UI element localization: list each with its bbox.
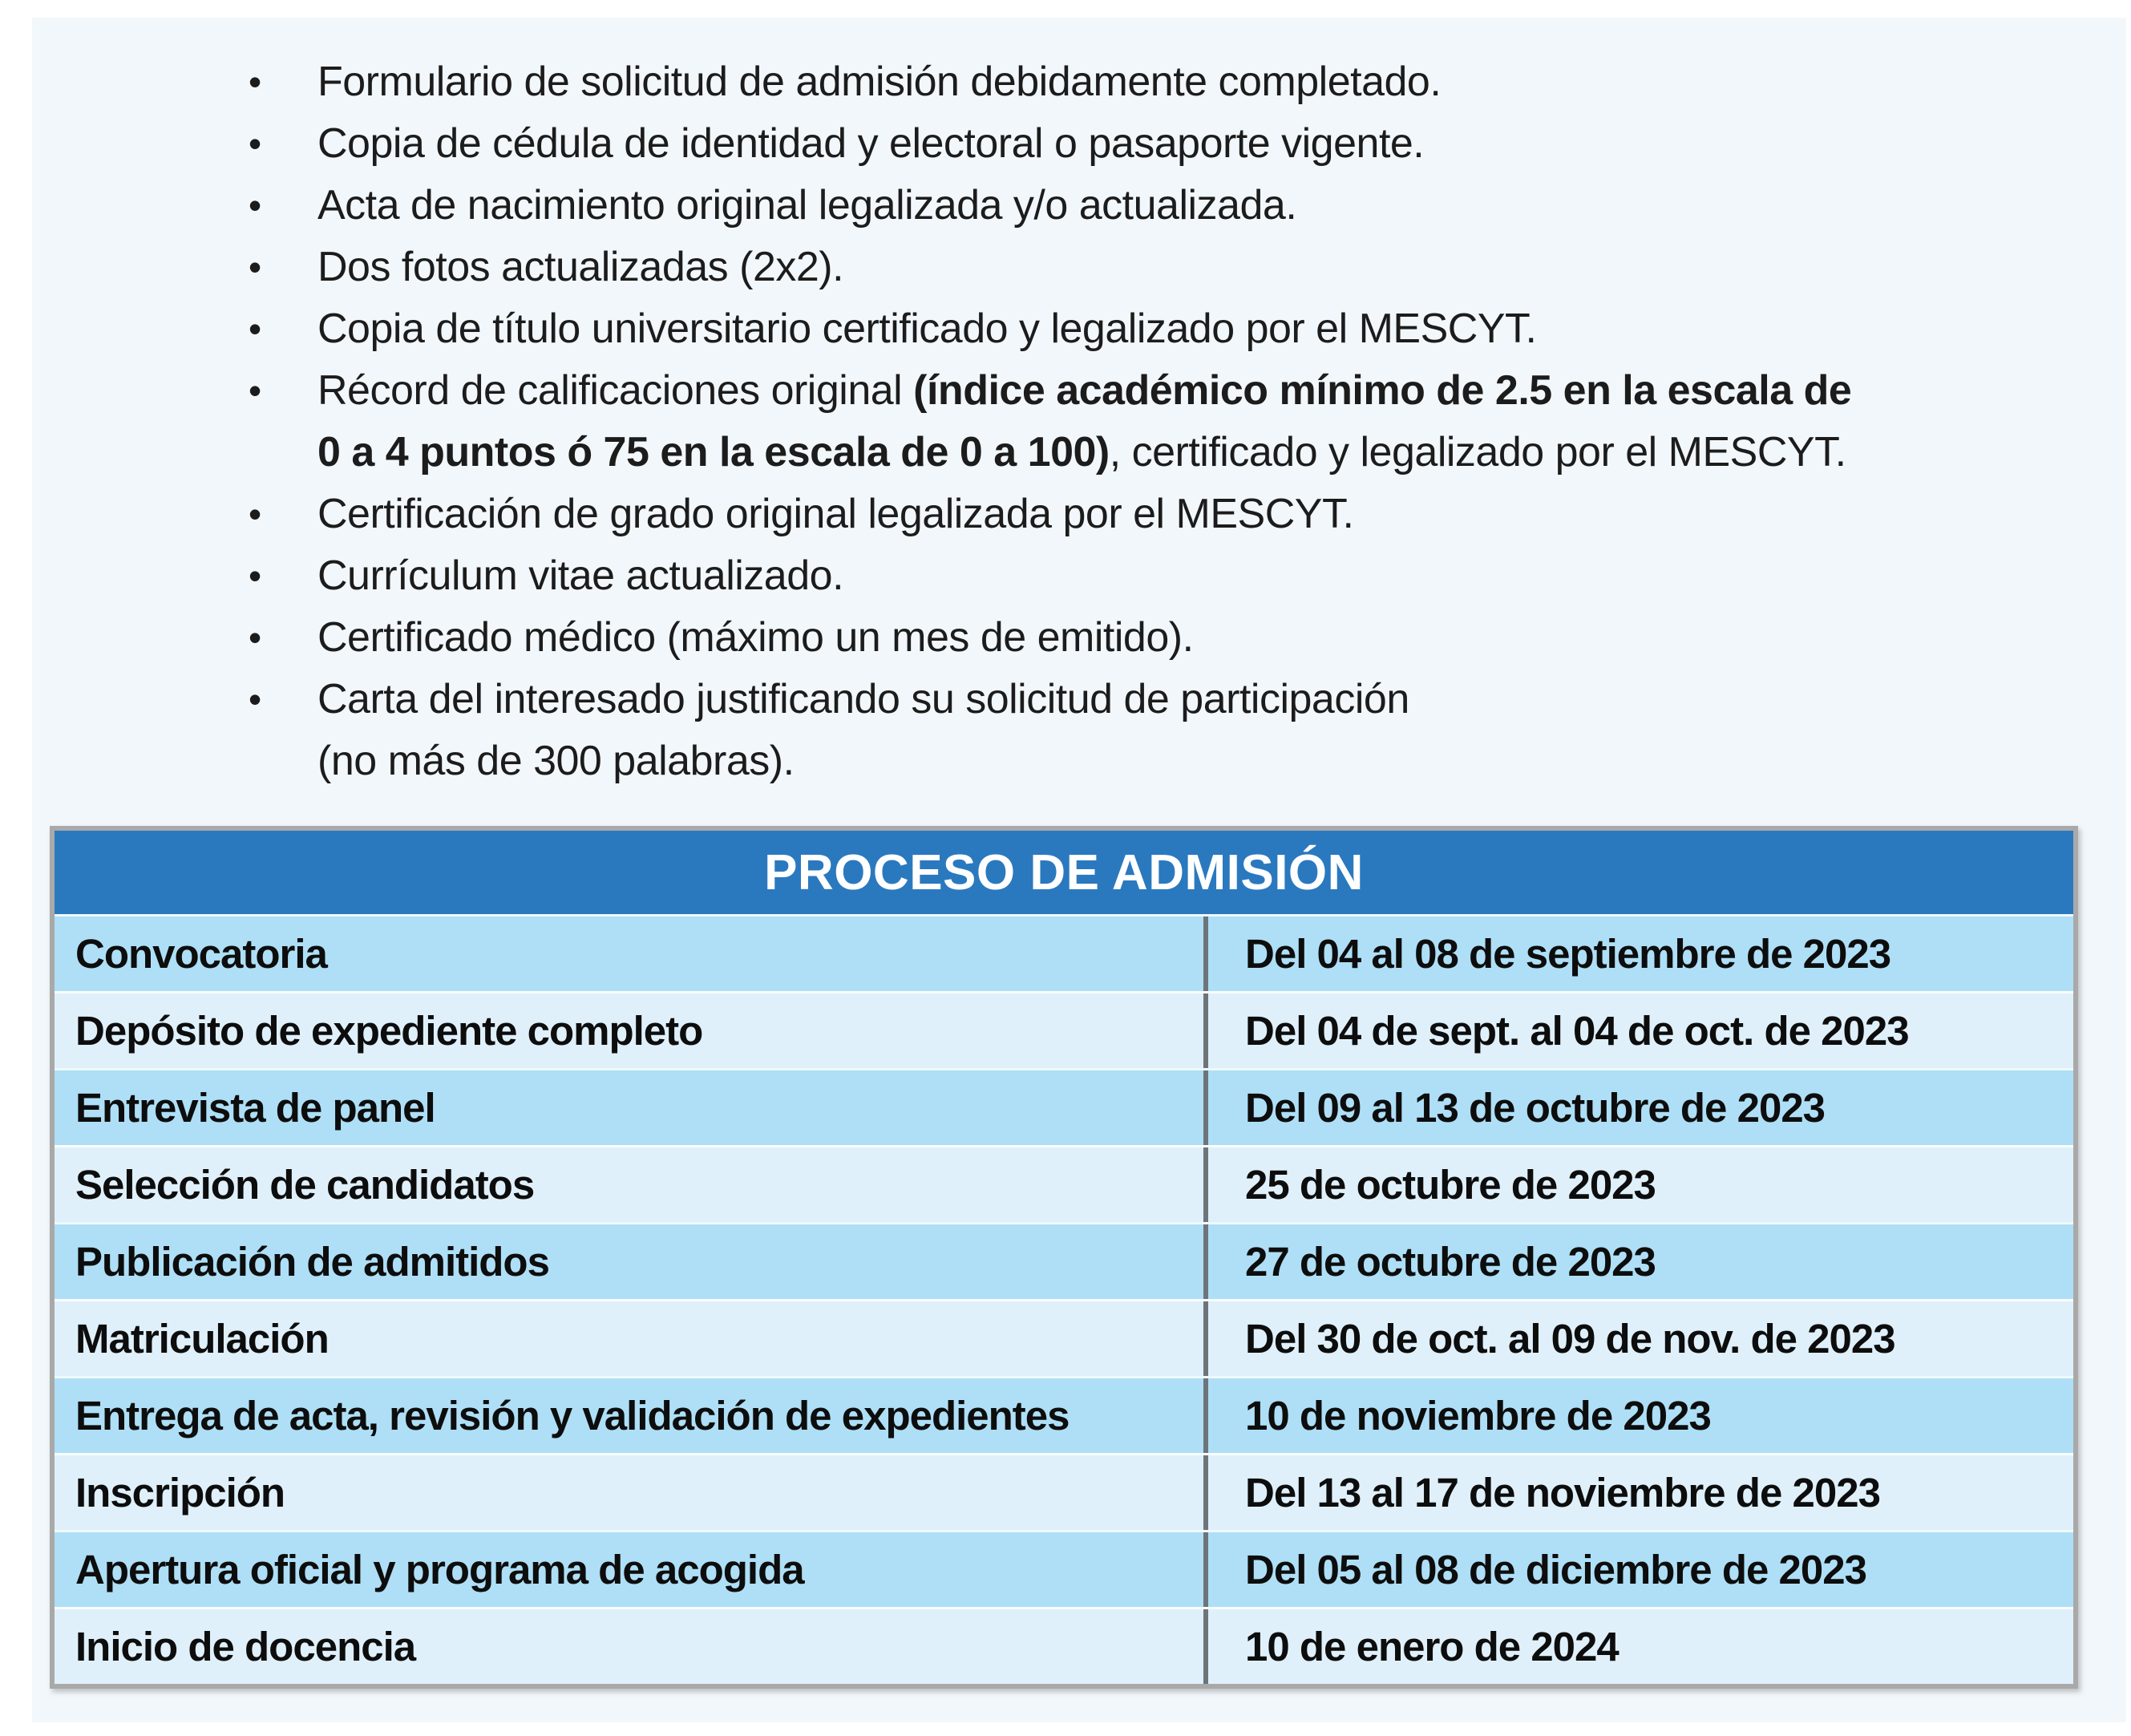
date-cell: Del 30 de oct. al 09 de nov. de 2023 xyxy=(1203,1301,2073,1376)
date-cell: Del 09 al 13 de octubre de 2023 xyxy=(1203,1070,2073,1145)
requirement-item xyxy=(32,113,2120,175)
date-cell: Del 13 al 17 de noviembre de 2023 xyxy=(1203,1455,2073,1530)
table-row xyxy=(55,1068,2073,1145)
stage-cell: Entrevista de panel xyxy=(75,1085,435,1131)
requirement-text: Certificado médico (máximo un mes de emitido). xyxy=(317,614,1194,661)
table-title: PROCESO DE ADMISIÓN xyxy=(55,831,2073,914)
table-row xyxy=(55,1453,2073,1530)
table-row xyxy=(55,1145,2073,1222)
requirement-item xyxy=(32,237,2120,298)
requirement-item xyxy=(32,484,2120,545)
requirement-item xyxy=(32,360,2120,484)
date-cell: 10 de enero de 2024 xyxy=(1203,1609,2073,1684)
requirement-text: Carta del interesado justificando su solicitud de participación xyxy=(317,676,1409,722)
date-cell: 25 de octubre de 2023 xyxy=(1203,1147,2073,1222)
table-row xyxy=(55,1299,2073,1376)
stage-cell: Entrega de acta, revisión y validación de expedientes xyxy=(75,1393,1070,1439)
requirement-text: Copia de cédula de identidad y electoral o pasaporte vigente. xyxy=(317,120,1425,167)
requirement-text: Certificación de grado original legalizada por el MESCYT. xyxy=(317,491,1354,537)
date-cell: Del 05 al 08 de diciembre de 2023 xyxy=(1203,1532,2073,1607)
requirement-text: Currículum vitae actualizado. xyxy=(317,552,844,599)
table-row xyxy=(55,991,2073,1068)
stage-cell: Depósito de expediente completo xyxy=(75,1008,703,1054)
table-body xyxy=(55,914,2073,1684)
date-cell: Del 04 al 08 de septiembre de 2023 xyxy=(1203,917,2073,991)
requirement-text: , certificado y legalizado por el MESCYT. xyxy=(1109,429,1846,475)
requirement-text: Formulario de solicitud de admisión debidamente completado. xyxy=(317,59,1442,105)
requirement-item xyxy=(32,175,2120,237)
requirement-text: Copia de título universitario certificado y legalizado por el MESCYT. xyxy=(317,306,1537,352)
admission-table xyxy=(50,826,2078,1689)
date-cell: Del 04 de sept. al 04 de oct. de 2023 xyxy=(1203,993,2073,1068)
stage-cell: Convocatoria xyxy=(75,931,327,977)
table-row xyxy=(55,1376,2073,1453)
requirement-item xyxy=(32,607,2120,669)
requirement-text-bold: (índice académico mínimo de 2.5 en la escala de xyxy=(913,367,1852,414)
table-row xyxy=(55,1222,2073,1299)
stage-cell: Apertura oficial y programa de acogida xyxy=(75,1547,804,1592)
requirement-text: Récord de calificaciones original xyxy=(317,367,914,414)
requirement-item xyxy=(32,669,2120,792)
requirement-text: Acta de nacimiento original legalizada y/o actualizada. xyxy=(317,182,1297,229)
stage-cell: Publicación de admitidos xyxy=(75,1239,549,1285)
date-cell: 10 de noviembre de 2023 xyxy=(1203,1378,2073,1453)
date-cell: 27 de octubre de 2023 xyxy=(1203,1224,2073,1299)
table-row xyxy=(55,914,2073,991)
stage-cell: Inscripción xyxy=(75,1470,285,1515)
requirement-item xyxy=(32,51,2120,113)
table-row xyxy=(55,1607,2073,1684)
requirement-text: (no más de 300 palabras). xyxy=(317,738,795,784)
requirement-item xyxy=(32,298,2120,360)
content-panel xyxy=(32,18,2126,1722)
stage-cell: Inicio de docencia xyxy=(75,1624,416,1669)
table-row xyxy=(55,1530,2073,1607)
requirement-text: Dos fotos actualizadas (2x2). xyxy=(317,244,844,290)
requirements-list xyxy=(32,51,2120,792)
stage-cell: Matriculación xyxy=(75,1316,329,1362)
requirement-text-bold: 0 a 4 puntos ó 75 en la escala de 0 a 100) xyxy=(317,429,1110,475)
stage-cell: Selección de candidatos xyxy=(75,1162,535,1208)
requirement-item xyxy=(32,545,2120,607)
